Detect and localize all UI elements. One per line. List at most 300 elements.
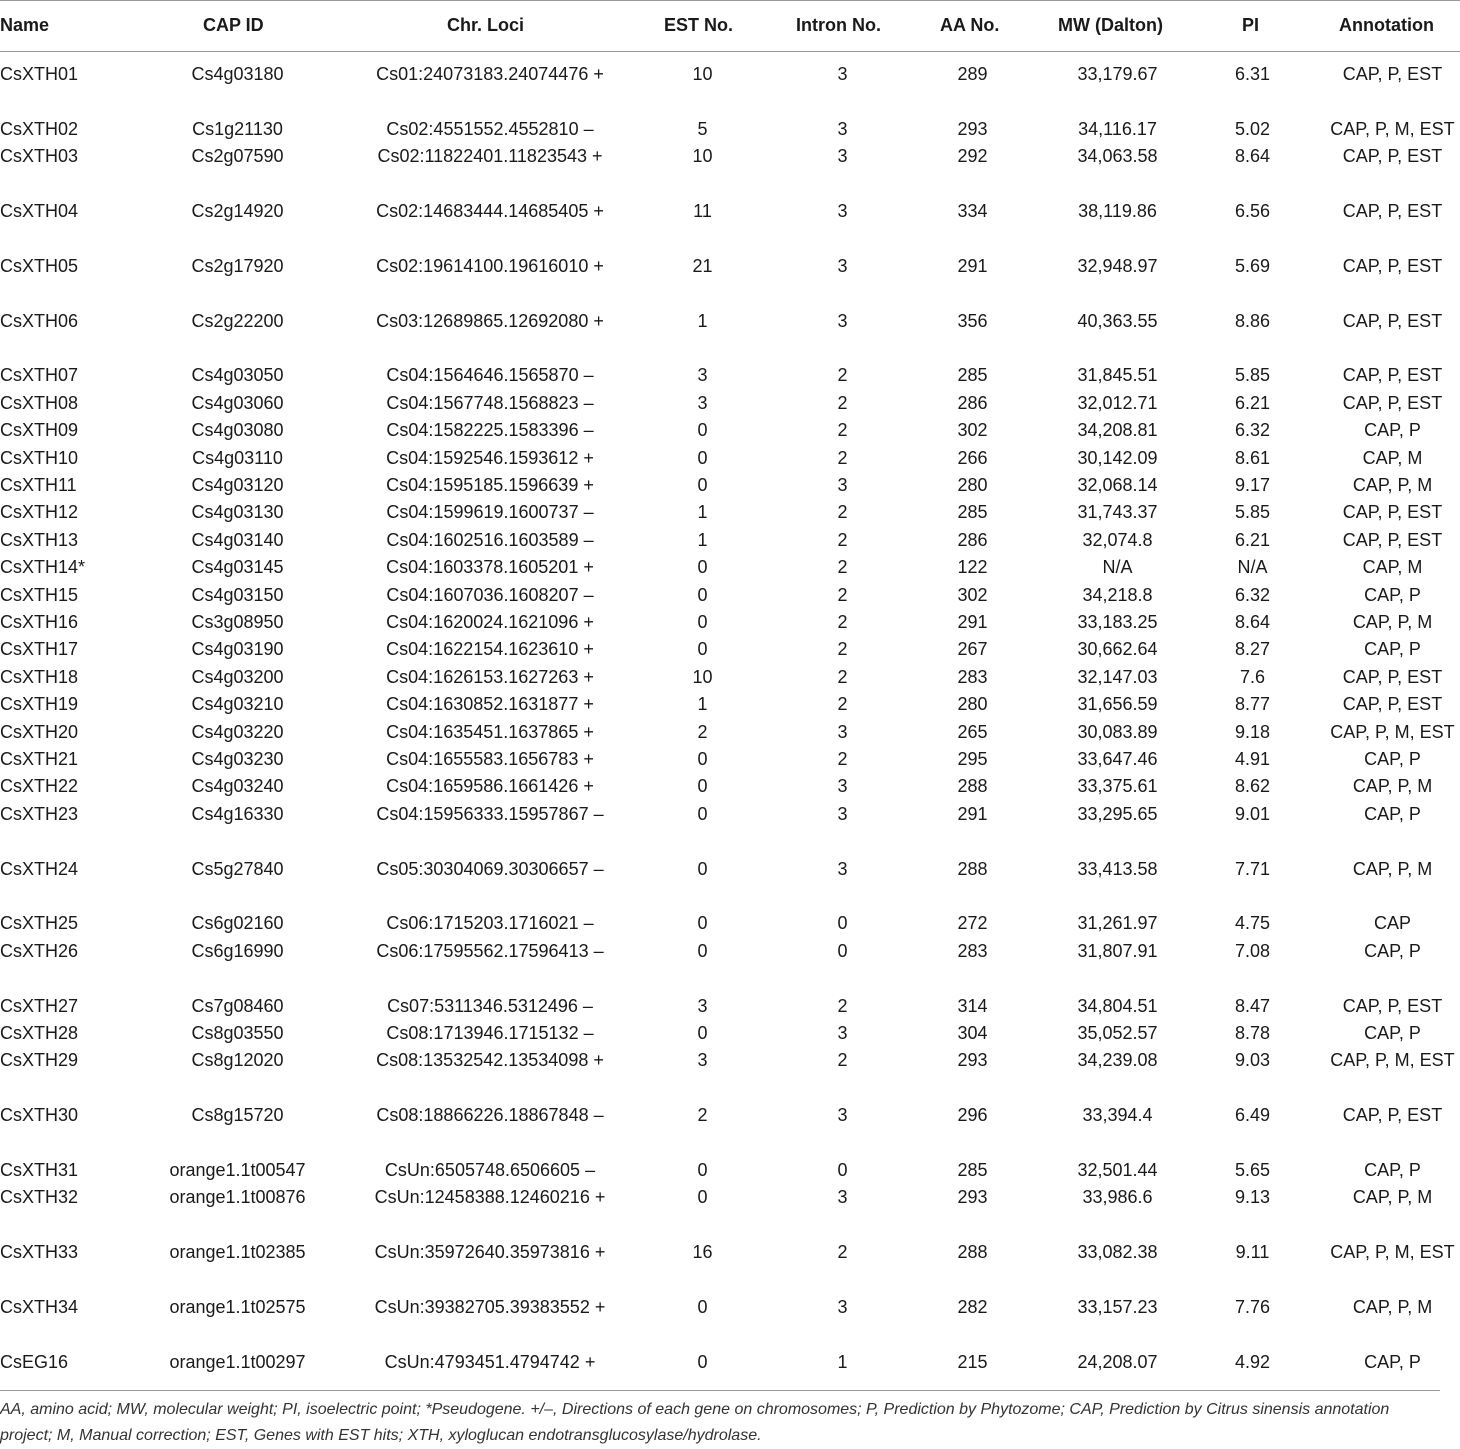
cell-est-no: 3	[697, 392, 708, 413]
cell-mw-dalton: 33,295.65	[1077, 803, 1158, 824]
cell-aa-no: 289	[957, 64, 988, 84]
cell-gene-name: CsXTH15	[0, 584, 79, 605]
cell-mw-dalton: 34,218.8	[1082, 584, 1153, 605]
table-row	[0, 609, 1460, 636]
cell-chr-loci: Cs04:1607036.1608207 –	[386, 584, 594, 605]
cell-pi: 8.64	[1234, 146, 1271, 167]
cell-mw-dalton: 32,147.03	[1077, 666, 1158, 687]
cell-annotation: CAP, P, M	[1352, 612, 1433, 632]
cell-pi: 9.03	[1234, 1050, 1271, 1071]
cell-aa-no: 286	[957, 392, 988, 413]
cell-chr-loci: Cs04:1592546.1593612 +	[386, 447, 594, 468]
table-row	[0, 1349, 1460, 1376]
table-footnote: AA, amino acid; MW, molecular weight; PI, isoelectric point; *Pseudogene. +/–, Directions of each gene on chromosomes; P, Prediction by Phytozome; CAP, Prediction by Citrus sinensis annotation project; M, Manual correction; EST, Genes with EST hits; XTH, xyloglucan endotransglucosylase/hydrolase.	[0, 1390, 1440, 1449]
table-row	[0, 417, 1460, 444]
cell-gene-name: CsXTH19	[0, 694, 79, 715]
cell-chr-loci: Cs04:1567748.1568823 –	[386, 392, 594, 413]
cell-pi: 8.77	[1234, 694, 1271, 715]
cell-pi: 8.64	[1234, 612, 1271, 632]
cell-gene-name: CsXTH28	[0, 1023, 79, 1043]
cell-intron-no: 3	[837, 858, 848, 879]
cell-chr-loci: Cs08:1713946.1715132 –	[386, 1023, 594, 1043]
table-header	[0, 0, 1460, 52]
cell-intron-no: 0	[837, 913, 848, 934]
cell-est-no: 1	[697, 694, 708, 715]
cell-intron-no: 2	[837, 557, 848, 578]
cell-cap-id: Cs4g03200	[191, 666, 284, 687]
cell-mw-dalton: 30,662.64	[1077, 639, 1158, 660]
cell-chr-loci: CsUn:39382705.39383552 +	[374, 1297, 606, 1317]
cell-chr-loci: Cs07:5311346.5312496 –	[387, 995, 593, 1016]
cell-cap-id: Cs4g03130	[191, 502, 284, 523]
cell-mw-dalton: 33,183.25	[1077, 612, 1158, 632]
cell-annotation: CAP, P, M	[1352, 1187, 1433, 1208]
table-row	[0, 1184, 1460, 1239]
cell-chr-loci: Cs03:12689865.12692080 +	[376, 310, 604, 331]
cell-intron-no: 2	[837, 365, 848, 386]
cell-pi: 8.27	[1234, 639, 1271, 660]
cell-est-no: 0	[697, 475, 708, 495]
cell-aa-no: 291	[957, 612, 988, 632]
table-row	[0, 445, 1460, 472]
cell-cap-id: Cs4g03060	[191, 392, 284, 413]
cell-mw-dalton: 31,845.51	[1077, 365, 1158, 386]
cell-chr-loci: Cs04:1626153.1627263 +	[386, 666, 594, 687]
cell-annotation: CAP, P, EST	[1342, 146, 1443, 167]
cell-cap-id: Cs4g03050	[191, 365, 284, 386]
cell-chr-loci: Cs04:1655583.1656783 +	[386, 749, 594, 769]
table-row	[0, 636, 1460, 663]
cell-aa-no: 291	[957, 803, 988, 824]
table-row	[0, 527, 1460, 554]
header-aa-no: AA No.	[940, 15, 1000, 35]
cell-mw-dalton: 32,068.14	[1077, 475, 1158, 495]
cell-annotation: CAP, P	[1364, 639, 1421, 660]
header-cap-id: CAP ID	[203, 15, 264, 35]
cell-annotation: CAP, P, EST	[1342, 392, 1443, 413]
cell-intron-no: 0	[837, 940, 848, 961]
cell-est-no: 10	[692, 666, 713, 687]
cell-pi: 5.69	[1234, 255, 1271, 276]
cell-annotation: CAP, P, EST	[1342, 502, 1443, 523]
cell-cap-id: orange1.1t00297	[169, 1351, 306, 1372]
cell-gene-name: CsXTH01	[0, 64, 79, 84]
cell-chr-loci: Cs04:1659586.1661426 +	[386, 776, 594, 797]
cell-est-no: 1	[697, 529, 708, 550]
cell-annotation: CAP, P, M, EST	[1330, 1242, 1455, 1263]
cell-chr-loci: Cs04:1620024.1621096 +	[386, 612, 594, 632]
cell-intron-no: 2	[837, 1242, 848, 1263]
cell-mw-dalton: 33,179.67	[1077, 64, 1158, 84]
cell-gene-name: CsXTH03	[0, 146, 79, 167]
table-row	[0, 198, 1460, 253]
cell-mw-dalton: 32,074.8	[1082, 529, 1153, 550]
cell-pi: 5.85	[1234, 365, 1271, 386]
table-row	[0, 1047, 1460, 1102]
cell-est-no: 10	[692, 64, 713, 84]
cell-aa-no: 334	[957, 201, 988, 221]
cell-mw-dalton: 34,116.17	[1078, 118, 1157, 139]
cell-chr-loci: Cs04:1599619.1600737 –	[386, 502, 594, 523]
table-row	[0, 801, 1460, 856]
cell-est-no: 0	[697, 639, 708, 660]
cell-intron-no: 3	[837, 146, 848, 167]
table-row	[0, 582, 1460, 609]
cell-aa-no: 314	[957, 995, 988, 1016]
cell-chr-loci: Cs04:1603378.1605201 +	[386, 557, 594, 578]
cell-aa-no: 296	[957, 1105, 988, 1126]
cell-mw-dalton: 40,363.55	[1077, 310, 1158, 331]
cell-annotation: CAP, P	[1364, 803, 1421, 824]
table-row	[0, 910, 1460, 937]
cell-aa-no: 285	[957, 365, 988, 386]
cell-est-no: 0	[697, 557, 708, 578]
cell-intron-no: 2	[837, 447, 848, 468]
table-row	[0, 773, 1460, 800]
cell-est-no: 16	[692, 1242, 713, 1263]
cell-chr-loci: Cs04:15956333.15957867 –	[376, 803, 604, 824]
cell-mw-dalton: 33,394.4	[1082, 1105, 1153, 1126]
cell-est-no: 0	[697, 940, 708, 961]
cell-annotation: CAP, P, EST	[1342, 1105, 1443, 1126]
cell-gene-name: CsXTH17	[0, 639, 79, 660]
cell-gene-name: CsXTH21	[0, 749, 79, 769]
table-row	[0, 746, 1460, 773]
cell-annotation: CAP, P	[1364, 1023, 1421, 1043]
cell-annotation: CAP, P, EST	[1342, 255, 1443, 276]
cell-cap-id: Cs4g16330	[191, 803, 284, 824]
cell-annotation: CAP, P, EST	[1342, 694, 1443, 715]
cell-est-no: 21	[692, 255, 713, 276]
cell-chr-loci: CsUn:35972640.35973816 +	[374, 1242, 606, 1263]
cell-chr-loci: CsUn:12458388.12460216 +	[374, 1187, 606, 1208]
cell-cap-id: orange1.1t02575	[169, 1297, 306, 1317]
cell-aa-no: 291	[957, 255, 988, 276]
cell-pi: 8.61	[1234, 447, 1271, 468]
cell-pi: 4.75	[1234, 913, 1271, 934]
cell-pi: 4.91	[1234, 749, 1271, 769]
cell-chr-loci: Cs05:30304069.30306657 –	[376, 858, 604, 879]
cell-aa-no: 283	[957, 940, 988, 961]
cell-pi: 8.78	[1234, 1023, 1271, 1043]
cell-chr-loci: Cs02:4551552.4552810 –	[386, 118, 594, 139]
cell-cap-id: Cs4g03230	[191, 749, 284, 769]
cell-mw-dalton: 33,157.23	[1077, 1297, 1158, 1317]
cell-mw-dalton: 31,743.37	[1077, 502, 1158, 523]
cell-intron-no: 3	[837, 255, 848, 276]
cell-gene-name: CsXTH22	[0, 776, 79, 797]
cell-cap-id: orange1.1t00547	[169, 1160, 306, 1180]
cell-intron-no: 2	[837, 612, 848, 632]
cell-cap-id: orange1.1t00876	[169, 1187, 306, 1208]
table-row	[0, 390, 1460, 417]
cell-mw-dalton: N/A	[1102, 557, 1133, 578]
cell-intron-no: 2	[837, 749, 848, 769]
cell-gene-name: CsXTH27	[0, 995, 79, 1016]
cell-chr-loci: CsUn:4793451.4794742 +	[384, 1351, 596, 1372]
cell-est-no: 0	[697, 584, 708, 605]
cell-cap-id: Cs7g08460	[191, 995, 284, 1016]
cell-gene-name: CsXTH06	[0, 310, 79, 331]
cell-annotation: CAP, P, M, EST	[1330, 721, 1455, 742]
cell-annotation: CAP, P, EST	[1342, 365, 1443, 386]
cell-est-no: 0	[697, 1297, 708, 1317]
table-row	[0, 1020, 1460, 1047]
cell-pi: 6.56	[1234, 201, 1271, 221]
cell-intron-no: 3	[837, 1297, 848, 1317]
cell-pi: 6.31	[1234, 64, 1271, 84]
cell-aa-no: 288	[957, 858, 988, 879]
cell-pi: 6.21	[1234, 392, 1271, 413]
cell-annotation: CAP, P, M	[1352, 776, 1433, 797]
header-mw: MW (Dalton)	[1058, 15, 1163, 35]
cell-intron-no: 3	[837, 201, 848, 221]
cell-est-no: 3	[697, 995, 708, 1016]
cell-mw-dalton: 31,807.91	[1077, 940, 1158, 961]
cell-cap-id: Cs2g14920	[191, 201, 284, 221]
table-row	[0, 691, 1460, 718]
table-row	[0, 1157, 1460, 1184]
cell-cap-id: Cs4g03150	[191, 584, 284, 605]
cell-gene-name: CsXTH08	[0, 392, 79, 413]
cell-aa-no: 280	[957, 694, 988, 715]
cell-pi: 6.32	[1234, 420, 1271, 441]
cell-chr-loci: Cs04:1564646.1565870 –	[386, 365, 594, 386]
cell-cap-id: Cs4g03210	[191, 694, 284, 715]
cell-est-no: 2	[697, 721, 708, 742]
cell-annotation: CAP, P, M	[1352, 475, 1433, 495]
cell-est-no: 0	[697, 1160, 708, 1180]
cell-annotation: CAP, P	[1364, 584, 1421, 605]
cell-cap-id: Cs8g03550	[191, 1023, 284, 1043]
cell-gene-name: CsXTH25	[0, 913, 79, 934]
cell-mw-dalton: 33,647.46	[1077, 749, 1158, 769]
cell-chr-loci: Cs04:1622154.1623610 +	[386, 639, 594, 660]
cell-mw-dalton: 34,239.08	[1077, 1050, 1158, 1071]
cell-pi: 7.76	[1234, 1297, 1271, 1317]
cell-pi: 6.21	[1234, 529, 1271, 550]
cell-aa-no: 302	[957, 420, 988, 441]
cell-intron-no: 3	[837, 475, 848, 495]
cell-chr-loci: Cs02:11822401.11823543 +	[377, 146, 603, 167]
cell-pi: 5.02	[1234, 118, 1271, 139]
cell-pi: 6.49	[1234, 1105, 1271, 1126]
header-pi: PI	[1242, 15, 1260, 35]
cell-annotation: CAP, P, EST	[1342, 995, 1443, 1016]
cell-gene-name: CsXTH26	[0, 940, 79, 961]
cell-cap-id: Cs6g16990	[191, 940, 284, 961]
cell-aa-no: 293	[957, 1187, 988, 1208]
cell-aa-no: 267	[957, 639, 988, 660]
cell-cap-id: Cs3g08950	[191, 612, 284, 632]
cell-aa-no: 285	[957, 502, 988, 523]
cell-pi: 7.71	[1234, 858, 1271, 879]
cell-est-no: 0	[697, 1023, 708, 1043]
cell-gene-name: CsXTH05	[0, 255, 79, 276]
cell-annotation: CAP, M	[1362, 447, 1423, 468]
cell-aa-no: 288	[957, 1242, 988, 1263]
cell-gene-name: CsXTH32	[0, 1187, 79, 1208]
cell-intron-no: 2	[837, 392, 848, 413]
cell-aa-no: 272	[957, 913, 988, 934]
cell-cap-id: Cs8g15720	[191, 1105, 284, 1126]
cell-cap-id: Cs2g07590	[191, 146, 284, 167]
cell-est-no: 2	[697, 1105, 708, 1126]
cell-est-no: 0	[697, 913, 708, 934]
cell-intron-no: 3	[837, 1023, 848, 1043]
header-name: Name	[0, 15, 50, 35]
cell-pi: 9.18	[1234, 721, 1271, 742]
cell-aa-no: 288	[957, 776, 988, 797]
cell-pi: 8.62	[1234, 776, 1271, 797]
cell-annotation: CAP, P, M, EST	[1330, 1050, 1455, 1071]
cell-intron-no: 2	[837, 502, 848, 523]
table-row	[0, 1239, 1460, 1294]
cell-cap-id: Cs8g12020	[191, 1050, 284, 1071]
cell-gene-name: CsXTH18	[0, 666, 79, 687]
cell-aa-no: 283	[957, 666, 988, 687]
cell-mw-dalton: 30,142.09	[1077, 447, 1158, 468]
cell-gene-name: CsXTH11	[0, 475, 77, 495]
cell-gene-name: CsXTH10	[0, 447, 79, 468]
cell-annotation: CAP, P, M	[1352, 858, 1433, 879]
cell-aa-no: 215	[957, 1351, 988, 1372]
cell-gene-name: CsXTH33	[0, 1242, 79, 1263]
cell-annotation: CAP, P, M	[1352, 1297, 1433, 1317]
cell-annotation: CAP, P	[1364, 749, 1421, 769]
table-row	[0, 61, 1460, 116]
cell-intron-no: 3	[837, 1105, 848, 1126]
cell-annotation: CAP, P, EST	[1342, 529, 1443, 550]
cell-aa-no: 293	[957, 1050, 988, 1071]
cell-annotation: CAP, P	[1364, 1160, 1421, 1180]
cell-chr-loci: Cs04:1582225.1583396 –	[386, 420, 594, 441]
cell-pi: 8.47	[1234, 995, 1271, 1016]
cell-gene-name: CsXTH20	[0, 721, 79, 742]
cell-mw-dalton: 24,208.07	[1077, 1351, 1158, 1372]
cell-est-no: 0	[697, 803, 708, 824]
table-row	[0, 856, 1460, 911]
table-row	[0, 554, 1460, 581]
cell-mw-dalton: 34,208.81	[1077, 420, 1158, 441]
cell-chr-loci: Cs08:18866226.18867848 –	[376, 1105, 604, 1126]
cell-pi: N/A	[1237, 557, 1268, 578]
cell-chr-loci: Cs06:1715203.1716021 –	[386, 913, 594, 934]
cell-aa-no: 286	[957, 529, 988, 550]
cell-mw-dalton: 33,375.61	[1077, 776, 1158, 797]
table-row	[0, 719, 1460, 746]
cell-est-no: 1	[697, 502, 708, 523]
cell-gene-name: CsXTH31	[0, 1160, 79, 1180]
table-row	[0, 362, 1460, 389]
cell-mw-dalton: 33,986.6	[1082, 1187, 1153, 1208]
cell-chr-loci: Cs06:17595562.17596413 –	[376, 940, 604, 961]
cell-cap-id: Cs4g03140	[191, 529, 284, 550]
cell-intron-no: 2	[837, 639, 848, 660]
cell-pi: 8.86	[1234, 310, 1271, 331]
cell-cap-id: Cs6g02160	[191, 913, 284, 934]
cell-cap-id: Cs4g03080	[191, 420, 284, 441]
cell-mw-dalton: 35,052.57	[1077, 1023, 1158, 1043]
cell-aa-no: 285	[957, 1160, 988, 1180]
table-row	[0, 143, 1460, 198]
cell-annotation: CAP, P	[1364, 940, 1421, 961]
cell-annotation: CAP, P, EST	[1342, 666, 1443, 687]
cell-cap-id: Cs4g03110	[192, 447, 283, 468]
cell-mw-dalton: 38,119.86	[1078, 201, 1157, 221]
cell-pi: 5.65	[1234, 1160, 1271, 1180]
cell-intron-no: 3	[837, 776, 848, 797]
cell-intron-no: 3	[837, 803, 848, 824]
cell-cap-id: Cs2g22200	[191, 310, 284, 331]
cell-aa-no: 293	[957, 118, 988, 139]
cell-est-no: 0	[697, 1187, 708, 1208]
cell-mw-dalton: 31,656.59	[1077, 694, 1158, 715]
cell-annotation: CAP	[1373, 913, 1411, 934]
table-row	[0, 664, 1460, 691]
cell-est-no: 0	[697, 447, 708, 468]
cell-intron-no: 2	[837, 529, 848, 550]
cell-annotation: CAP, P, M, EST	[1330, 118, 1455, 139]
table-row	[0, 938, 1460, 993]
cell-aa-no: 266	[957, 447, 988, 468]
cell-cap-id: Cs4g03240	[191, 776, 284, 797]
cell-annotation: CAP, P, EST	[1342, 64, 1443, 84]
cell-pi: 7.6	[1239, 666, 1266, 687]
table-row	[0, 472, 1460, 499]
cell-est-no: 0	[697, 612, 708, 632]
cell-aa-no: 292	[957, 146, 988, 167]
cell-intron-no: 2	[837, 1050, 848, 1071]
header-chr-loci: Chr. Loci	[447, 15, 525, 35]
cell-intron-no: 3	[837, 721, 848, 742]
cell-est-no: 10	[692, 146, 713, 167]
cell-gene-name: CsXTH16	[0, 612, 79, 632]
cell-chr-loci: Cs02:19614100.19616010 +	[376, 255, 604, 276]
cell-mw-dalton: 31,261.97	[1077, 913, 1158, 934]
cell-est-no: 3	[697, 1050, 708, 1071]
cell-aa-no: 280	[957, 475, 988, 495]
cell-gene-name: CsEG16	[0, 1351, 69, 1372]
cell-gene-name: CsXTH24	[0, 858, 79, 879]
cell-chr-loci: Cs02:14683444.14685405 +	[376, 201, 604, 221]
cell-mw-dalton: 30,083.89	[1077, 721, 1158, 742]
cell-pi: 4.92	[1234, 1351, 1271, 1372]
cell-mw-dalton: 32,501.44	[1077, 1160, 1158, 1180]
cell-intron-no: 3	[837, 1187, 848, 1208]
cell-cap-id: Cs4g03220	[191, 721, 284, 742]
cell-gene-name: CsXTH12	[0, 502, 79, 523]
table-row	[0, 499, 1460, 526]
cell-cap-id: orange1.1t02385	[169, 1242, 306, 1263]
cell-chr-loci: Cs08:13532542.13534098 +	[376, 1050, 604, 1071]
cell-annotation: CAP, P, EST	[1342, 201, 1443, 221]
cell-cap-id: Cs1g21130	[192, 118, 283, 139]
cell-cap-id: Cs4g03120	[191, 475, 284, 495]
cell-chr-loci: Cs04:1595185.1596639 +	[386, 475, 594, 495]
table-row	[0, 1102, 1460, 1157]
cell-aa-no: 302	[957, 584, 988, 605]
cell-est-no: 0	[697, 1351, 708, 1372]
cell-est-no: 11	[693, 201, 712, 221]
cell-chr-loci: CsUn:6505748.6506605 –	[384, 1160, 596, 1180]
cell-pi: 9.11	[1235, 1242, 1270, 1263]
cell-gene-name: CsXTH13	[0, 529, 79, 550]
cell-intron-no: 2	[837, 995, 848, 1016]
cell-gene-name: CsXTH07	[0, 365, 79, 386]
cell-est-no: 0	[697, 749, 708, 769]
cell-pi: 9.13	[1234, 1187, 1271, 1208]
